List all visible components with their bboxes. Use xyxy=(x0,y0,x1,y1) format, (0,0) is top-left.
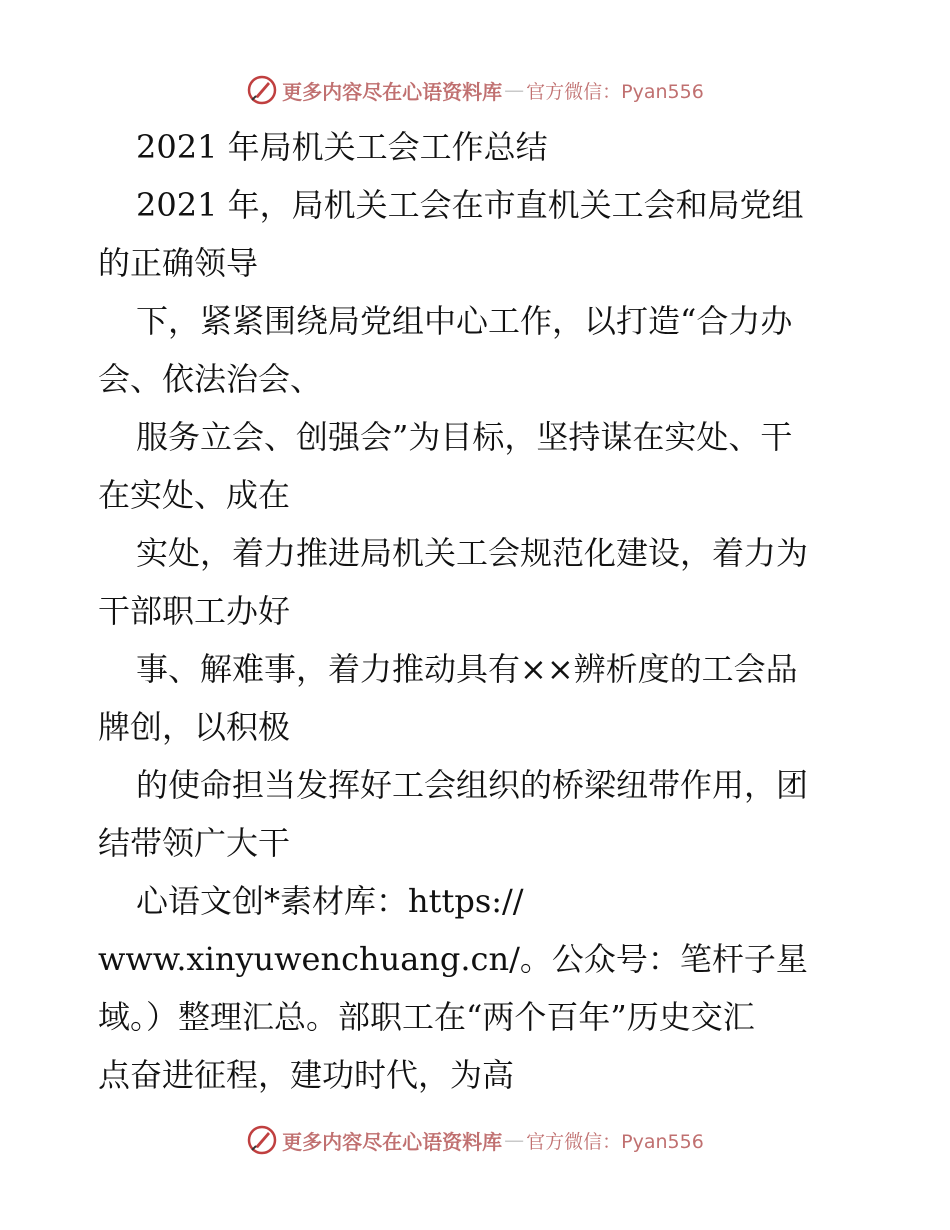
text-line: 2021 年，局机关工会在市直机关工会和局党组 xyxy=(136,186,804,224)
banner-brand-text: 更多内容尽在心语资料库 xyxy=(282,79,503,104)
banner-separator: — xyxy=(504,78,525,102)
text-line: 域。）整理汇总。部职工在“两个百年”历史交汇 xyxy=(98,998,755,1036)
document-body xyxy=(98,118,858,1104)
text-line: 事、解难事，着力推动具有××辨析度的工会品 xyxy=(136,650,798,688)
feather-pen-logo-icon xyxy=(246,1124,278,1156)
text-line: 牌创，以积极 xyxy=(98,708,291,746)
text-line: 的正确领导 xyxy=(98,244,259,282)
text-line: 会、依法治会、 xyxy=(98,360,323,398)
text-line: 的使命担当发挥好工会组织的桥梁纽带作用，团 xyxy=(136,766,809,804)
feather-pen-logo-icon xyxy=(246,74,278,106)
text-line: 在实处、成在 xyxy=(98,476,291,514)
banner-brand-text: 更多内容尽在心语资料库 xyxy=(282,1129,503,1154)
banner-separator: — xyxy=(504,1128,525,1152)
footer-banner xyxy=(0,1120,950,1160)
banner-contact-text: 官方微信：Pyan556 xyxy=(526,1130,704,1153)
text-line: 点奋进征程，建功时代，为高 xyxy=(98,1056,515,1094)
text-line: 心语文创*素材库：https:// xyxy=(136,882,524,920)
text-line: 服务立会、创强会”为目标，坚持谋在实处、干 xyxy=(136,418,793,456)
text-line: www.xinyuwenchuang.cn/。公众号：笔杆子星 xyxy=(98,940,808,978)
text-line: 实处，着力推进局机关工会规范化建设，着力为 xyxy=(136,534,809,572)
banner-contact-text: 官方微信：Pyan556 xyxy=(526,80,704,103)
text-line: 下，紧紧围绕局党组中心工作，以打造“合力办 xyxy=(136,302,793,340)
header-banner xyxy=(0,70,950,110)
document-title: 2021 年局机关工会工作总结 xyxy=(136,128,548,166)
text-line: 结带领广大干 xyxy=(98,824,291,862)
text-line: 干部职工办好 xyxy=(98,592,291,630)
